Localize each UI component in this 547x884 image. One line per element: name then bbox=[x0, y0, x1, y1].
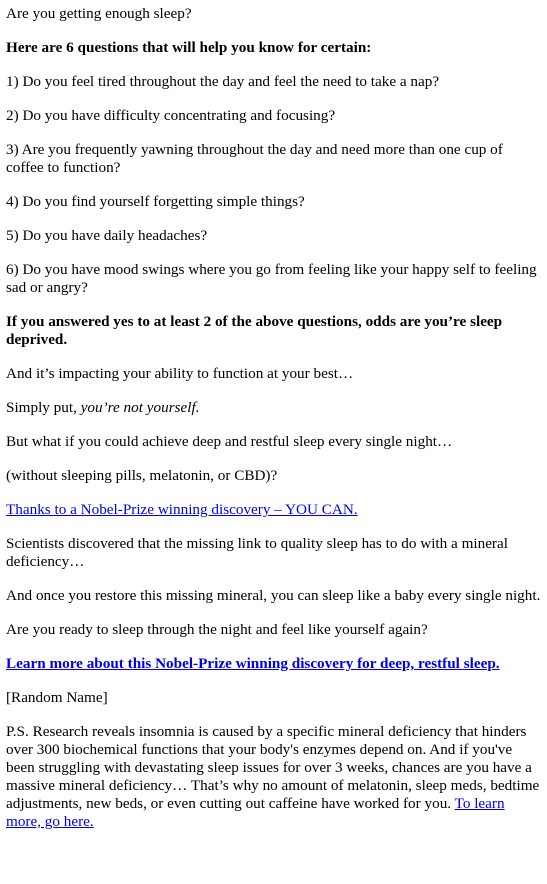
signature-text: [Random Name] bbox=[6, 689, 108, 706]
question-item: 6) Do you have mood swings where you go from feeling like your happy self to feeling sad or angry? bbox=[6, 261, 537, 296]
questions-heading: Here are 6 questions that will help you know for certain: bbox=[6, 39, 372, 56]
what-if-text: But what if you could achieve deep and restful sleep every single night… bbox=[6, 433, 453, 450]
link1-paragraph bbox=[6, 501, 541, 519]
ps-paragraph bbox=[6, 723, 541, 831]
ps-learn-more-link[interactable]: To learn more, go here. bbox=[6, 795, 505, 830]
without-text: (without sleeping pills, melatonin, or CBD)? bbox=[6, 467, 278, 484]
question-item: 3) Are you frequently yawning throughout the day and need more than one cup of coffee to function? bbox=[6, 141, 503, 176]
ready-text: Are you ready to sleep through the night and feel like yourself again? bbox=[6, 621, 428, 638]
intro-text: Are you getting enough sleep? bbox=[6, 5, 192, 22]
conclusion-text: If you answered yes to at least 2 of the above questions, odds are you’re sleep deprived. bbox=[6, 313, 503, 348]
simply-put-text bbox=[6, 399, 541, 417]
question-item: 5) Do you have daily headaches? bbox=[6, 227, 208, 244]
question-item: 1) Do you feel tired throughout the day and feel the need to take a nap? bbox=[6, 73, 440, 90]
simply-put-prefix: Simply put, bbox=[6, 399, 81, 416]
impact-text: And it’s impacting your ability to function at your best… bbox=[6, 365, 354, 382]
question-item: 2) Do you have difficulty concentrating and focusing? bbox=[6, 107, 336, 124]
scientists-text: Scientists discovered that the missing link to quality sleep has to do with a mineral deficiency… bbox=[6, 535, 508, 570]
simply-put-emphasis: you’re not yourself. bbox=[80, 399, 200, 416]
link2-paragraph bbox=[6, 655, 541, 673]
restore-text: And once you restore this missing mineral, you can sleep like a baby every single night. bbox=[6, 587, 541, 604]
ps-text: P.S. Research reveals insomnia is caused by a specific mineral deficiency that hinders over 300 biochemical functions that your body's enzymes depend on. And if you've been struggling with devastating sleep issues for over 3 weeks, chances are you have a massive mineral deficiency… That’s why no amount of melatonin, sleep meds, bedtime adjustments, new beds, or even cutting out caffeine have worked for you. bbox=[6, 723, 540, 812]
learn-more-link[interactable]: Learn more about this Nobel-Prize winning discovery for deep, restful sleep. bbox=[6, 655, 500, 672]
question-item: 4) Do you find yourself forgetting simple things? bbox=[6, 193, 305, 210]
nobel-prize-link[interactable]: Thanks to a Nobel-Prize winning discovery – YOU CAN. bbox=[6, 501, 358, 518]
